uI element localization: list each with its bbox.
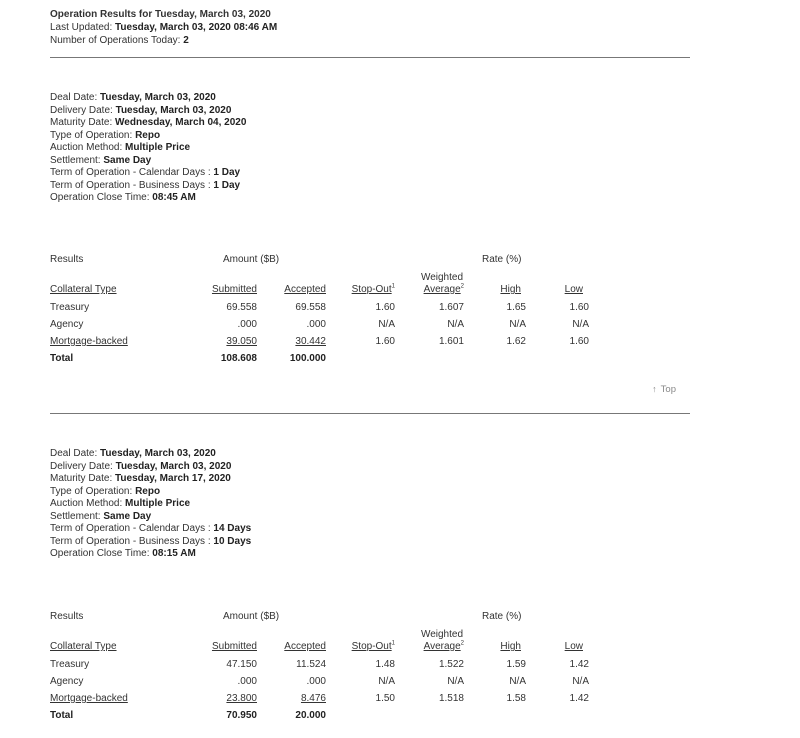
type-of-operation-label: Type of Operation:: [50, 129, 136, 141]
close-time-value: 08:15 AM: [152, 548, 196, 559]
operations-count-value: 2: [183, 35, 189, 46]
last-updated-value: Tuesday, March 03, 2020 08:46 AM: [115, 22, 278, 33]
row-collateral-type: Treasury: [50, 659, 90, 670]
row-accepted: 30.442: [295, 336, 326, 347]
weighted-average-header[interactable]: [404, 284, 464, 295]
term-business-value: 10 Days: [213, 535, 252, 547]
row-collateral-type: Agency: [50, 319, 84, 330]
delivery-date-label: Delivery Date:: [50, 104, 116, 116]
submitted-header[interactable]: Submitted: [211, 641, 257, 652]
delivery-date-value: Tuesday, March 03, 2020: [115, 104, 232, 116]
delivery-date-value: Tuesday, March 03, 2020: [115, 460, 232, 472]
results-heading: Results: [50, 254, 84, 265]
low-header[interactable]: Low: [564, 284, 583, 295]
row-weighted-average: 1.522: [438, 659, 464, 670]
settlement-value: Same Day: [103, 510, 152, 522]
delivery-date-label: Delivery Date:: [50, 460, 116, 472]
row-submitted: 69.558: [226, 302, 257, 313]
weighted-average-header-label[interactable]: Average: [423, 641, 461, 652]
term-calendar-value: 14 Days: [213, 523, 252, 534]
delivery-date: [50, 461, 251, 474]
delivery-date: [50, 105, 246, 118]
back-to-top-link[interactable]: [652, 384, 676, 395]
row-collateral-type: Treasury: [50, 302, 90, 313]
row-low: N/A: [572, 319, 589, 330]
collateral-type-header[interactable]: Collateral Type: [50, 284, 117, 295]
row-accepted: .000: [306, 319, 326, 330]
operation-1-details: [50, 92, 246, 205]
maturity-date: [50, 117, 246, 130]
weighted-average-footnote: 2: [460, 640, 464, 647]
type-of-operation: [50, 486, 251, 499]
row-high: N/A: [509, 676, 526, 687]
operation-2-details: [50, 448, 251, 561]
weighted-average-header[interactable]: [404, 641, 464, 652]
row-low: 1.42: [569, 693, 589, 704]
results-header: [50, 8, 277, 47]
row-submitted: .000: [237, 319, 257, 330]
close-time: [50, 192, 246, 205]
weighted-average-header-label[interactable]: Average: [423, 284, 461, 295]
total-submitted: 108.608: [220, 353, 257, 364]
weighted-heading: Weighted: [420, 272, 464, 283]
row-low: 1.60: [569, 336, 589, 347]
row-low: 1.60: [569, 302, 589, 313]
stop-out-header[interactable]: [335, 284, 395, 295]
accepted-header[interactable]: Accepted: [284, 284, 326, 295]
stop-out-header-label[interactable]: Stop-Out: [351, 284, 392, 295]
settlement-value: Same Day: [103, 154, 152, 166]
maturity-date-value: Wednesday, March 04, 2020: [115, 117, 247, 128]
stop-out-header[interactable]: [335, 641, 395, 652]
type-of-operation-value: Repo: [135, 485, 161, 497]
settlement-label: Settlement:: [50, 154, 104, 166]
settlement: [50, 511, 251, 524]
rate-heading: Rate (%): [482, 611, 522, 622]
term-business-label: Term of Operation - Business Days :: [50, 535, 214, 547]
rate-heading: Rate (%): [482, 254, 522, 265]
weighted-heading: Weighted: [420, 629, 464, 640]
term-business-value: 1 Day: [213, 179, 241, 191]
row-weighted-average: 1.518: [438, 693, 464, 704]
auction-method-value: Multiple Price: [125, 498, 191, 509]
auction-method: [50, 142, 246, 155]
divider: [50, 413, 690, 414]
row-submitted: 23.800: [226, 693, 257, 704]
term-calendar-days: [50, 523, 251, 536]
row-weighted-average: N/A: [447, 319, 464, 330]
page-title: Operation Results for Tuesday, March 03, 2020: [50, 9, 271, 20]
deal-date: [50, 92, 246, 105]
term-calendar-label: Term of Operation - Calendar Days :: [50, 167, 214, 178]
row-submitted: 47.150: [226, 659, 257, 670]
results-heading: Results: [50, 611, 84, 622]
auction-method: [50, 498, 251, 511]
row-stop-out: 1.60: [375, 336, 395, 347]
row-collateral-type-link[interactable]: Mortgage-backed: [50, 336, 128, 347]
maturity-date: [50, 473, 251, 486]
last-updated-label: Last Updated:: [50, 22, 116, 33]
row-collateral-type: Agency: [50, 676, 84, 687]
maturity-date-label: Maturity Date:: [50, 473, 116, 484]
deal-date-value: Tuesday, March 03, 2020: [100, 448, 216, 459]
auction-method-label: Auction Method:: [50, 142, 126, 153]
term-calendar-value: 1 Day: [213, 167, 241, 178]
stop-out-header-label[interactable]: Stop-Out: [351, 641, 392, 652]
row-high: 1.58: [506, 693, 526, 704]
high-header[interactable]: High: [500, 284, 521, 295]
total-label: Total: [50, 710, 74, 721]
high-header[interactable]: High: [500, 641, 521, 652]
row-stop-out: 1.48: [375, 659, 395, 670]
row-submitted: 39.050: [226, 336, 257, 347]
row-high: 1.59: [506, 659, 526, 670]
term-business-label: Term of Operation - Business Days :: [50, 179, 214, 191]
operation-1-results-table: [50, 254, 690, 374]
close-time-label: Operation Close Time:: [50, 192, 153, 203]
low-header[interactable]: Low: [564, 641, 583, 652]
operations-count: [50, 34, 277, 47]
stop-out-footnote: 1: [391, 283, 395, 290]
total-submitted: 70.950: [226, 710, 257, 721]
row-high: N/A: [509, 319, 526, 330]
term-calendar-label: Term of Operation - Calendar Days :: [50, 523, 214, 534]
type-of-operation-value: Repo: [135, 129, 161, 141]
type-of-operation-label: Type of Operation:: [50, 485, 136, 497]
type-of-operation: [50, 130, 246, 143]
row-collateral-type-link[interactable]: Mortgage-backed: [50, 693, 128, 704]
row-accepted: 8.476: [300, 693, 326, 704]
collateral-type-header[interactable]: Collateral Type: [50, 641, 117, 652]
maturity-date-value: Tuesday, March 17, 2020: [115, 473, 231, 484]
amount-heading: Amount ($B): [223, 254, 280, 265]
operation-2-results-table: [50, 611, 690, 731]
auction-method-value: Multiple Price: [125, 142, 191, 153]
row-stop-out: 1.60: [375, 302, 395, 313]
settlement-label: Settlement:: [50, 510, 104, 522]
row-accepted: 11.524: [296, 659, 326, 670]
row-weighted-average: 1.601: [438, 336, 464, 347]
accepted-header[interactable]: Accepted: [284, 641, 326, 652]
row-stop-out: N/A: [378, 319, 395, 330]
weighted-average-footnote: 2: [460, 283, 464, 290]
auction-method-label: Auction Method:: [50, 498, 126, 509]
settlement: [50, 155, 246, 168]
row-accepted: .000: [306, 676, 326, 687]
total-label: Total: [50, 353, 74, 364]
row-submitted: .000: [237, 676, 257, 687]
deal-date-label: Deal Date:: [50, 92, 101, 103]
stop-out-footnote: 1: [391, 640, 395, 647]
total-accepted: 20.000: [295, 710, 326, 721]
row-accepted: 69.558: [295, 302, 326, 313]
deal-date-value: Tuesday, March 03, 2020: [100, 92, 216, 103]
deal-date-label: Deal Date:: [50, 448, 101, 459]
row-low: 1.42: [569, 659, 589, 670]
row-low: N/A: [572, 676, 589, 687]
row-high: 1.65: [506, 302, 526, 313]
row-stop-out: N/A: [378, 676, 395, 687]
row-high: 1.62: [506, 336, 526, 347]
divider: [50, 57, 690, 58]
maturity-date-label: Maturity Date:: [50, 117, 116, 128]
arrow-up-icon: ↑: [652, 384, 657, 394]
row-weighted-average: 1.607: [438, 302, 464, 313]
term-business-days: [50, 180, 246, 193]
term-calendar-days: [50, 167, 246, 180]
row-stop-out: 1.50: [375, 693, 395, 704]
last-updated: [50, 21, 277, 34]
back-to-top-label[interactable]: Top: [660, 384, 676, 395]
close-time: [50, 548, 251, 561]
amount-heading: Amount ($B): [223, 611, 280, 622]
term-business-days: [50, 536, 251, 549]
close-time-value: 08:45 AM: [152, 192, 196, 203]
close-time-label: Operation Close Time:: [50, 548, 153, 559]
row-weighted-average: N/A: [447, 676, 464, 687]
total-accepted: 100.000: [289, 353, 326, 364]
operations-count-label: Number of Operations Today:: [50, 35, 184, 46]
submitted-header[interactable]: Submitted: [211, 284, 257, 295]
deal-date: [50, 448, 251, 461]
